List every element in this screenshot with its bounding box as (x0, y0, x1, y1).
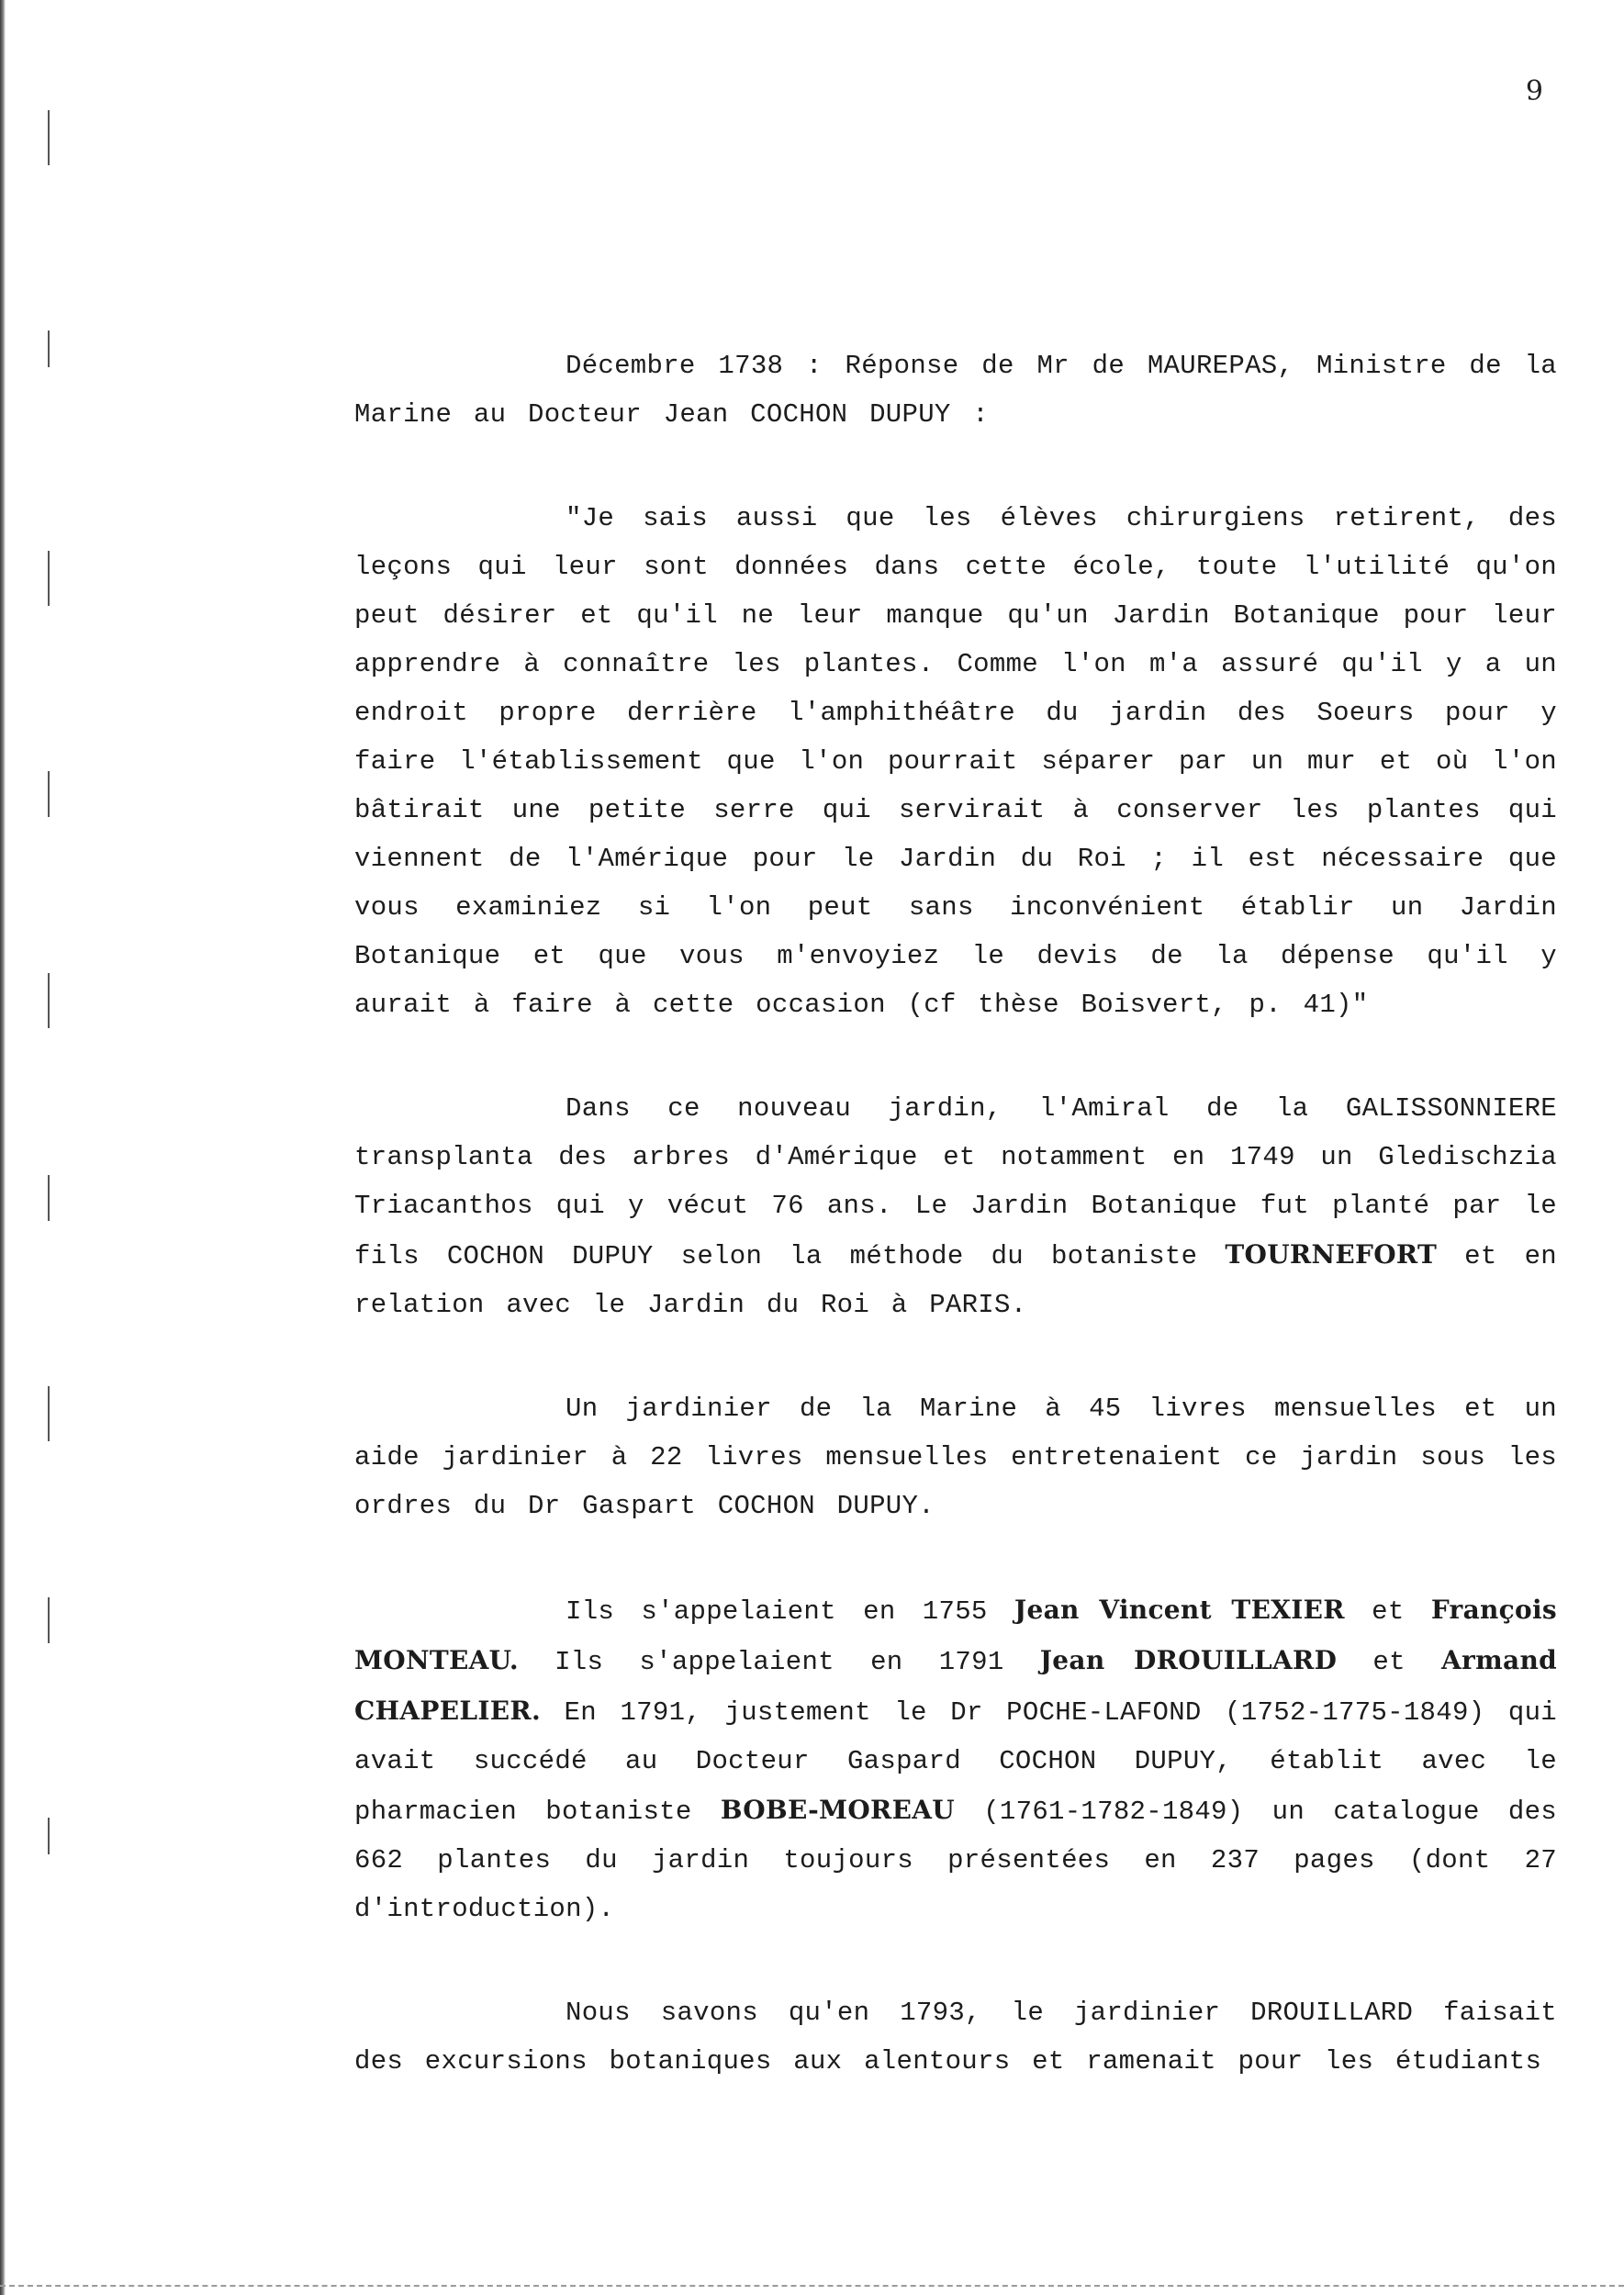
paragraph-jardinier-wages: Un jardinier de la Marine à 45 livres mensuelles et un aide jardinier à 22 livres mensuelles entretenaient ce jardin sous les ordres du Dr Gaspart COCHON DUPUY. (354, 1394, 1557, 1521)
paragraph-quote: "Je sais aussi que les élèves chirurgiens retirent, des leçons qui leur sont données dans cette école, toute l'utilité qu'on peut désirer et qu'il ne leur manque qu'un Jardin Botanique pour leur apprendre à connaître les plantes. Comme l'on m'a assuré qu'il y a un endroit propre derrière l'amphithéâtre du jardin des Soeurs pour y faire l'établissement que l'on pourrait séparer par un mur et où l'on bâtirait une petite serre qui servirait à conserver les plantes qui viennent de l'Amérique pour le Jardin du Roi ; il est nécessaire que vous examiniez si l'on peut sans inconvénient établir un Jardin Botanique et que vous m'envoyiez le devis de la dépense qu'il y aurait à faire à cette occasion (cf thèse Boisvert, p. 41)" (354, 503, 1557, 1020)
text-run: Ils s'appelaient en 1755 (566, 1596, 1014, 1627)
body-text (354, 341, 1557, 2141)
name-tournefort: TOURNEFORT (1225, 1239, 1438, 1270)
name-texier: Jean Vincent TEXIER (1014, 1595, 1345, 1625)
text-run: Dans ce nouveau jardin, l'Amiral de la GALISSONNIERE transplanta des arbres d'Amérique et notamment en 1749 un Gledischzia Triacanthos qui y vécut 76 ans. Le Jardin Botanique fut planté par le fils COCHON DUPUY selon la méthode du botaniste (354, 1093, 1557, 1271)
text-run: et (1337, 1647, 1442, 1677)
name-monteau: François MONTEAU. (354, 1595, 1557, 1675)
text-run: En 1791, justement le Dr POCHE-LAFOND (1752-1775-1849) qui avait succédé au Docteur Gaspard COCHON DUPUY, établit avec le pharmacien botaniste (354, 1697, 1557, 1827)
text-run: (1761-1782-1849) un catalogue des 662 plantes du jardin toujours présentées en 237 pages (dont 27 d'introduction). (354, 1797, 1557, 1924)
name-bobe-moreau: BOBE-MOREAU (720, 1795, 955, 1825)
margin-scan-marks (48, 110, 51, 2038)
name-drouillard: Jean DROUILLARD (1039, 1645, 1338, 1675)
paragraph-galissonniere (354, 1084, 1557, 1329)
binding-edge (0, 0, 6, 2295)
bottom-scan-edge (0, 2285, 1624, 2287)
text-run: Ils s'appelaient en 1791 (518, 1647, 1040, 1677)
paragraph-excursions: Nous savons qu'en 1793, le jardinier DROUILLARD faisait des excursions botaniques aux alentours et ramenait pour les étudiants (354, 1998, 1557, 2077)
paragraph-maurepas-heading: Décembre 1738 : Réponse de Mr de MAUREPAS, Ministre de la Marine au Docteur Jean COCHON DUPUY : (354, 351, 1557, 430)
paragraph-gardeners-names (354, 1585, 1557, 1933)
page-number: 9 (1525, 75, 1543, 107)
name-chapelier: Armand CHAPELIER. (354, 1645, 1557, 1726)
text-run: et en relation avec le Jardin du Roi à PARIS. (354, 1241, 1557, 1320)
text-run: et (1344, 1596, 1431, 1627)
